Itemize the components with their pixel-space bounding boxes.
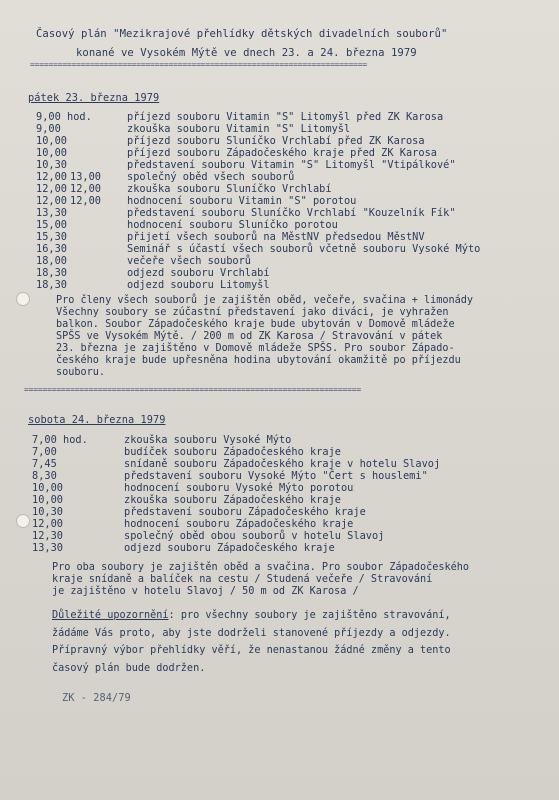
row-time: 15,30	[36, 231, 67, 243]
day1-heading: pátek 23. března 1979	[28, 92, 160, 104]
day2-heading: sobota 24. března 1979	[28, 414, 166, 426]
row-time: 18,30	[36, 279, 67, 291]
row-time: 12,30	[32, 530, 63, 542]
row-description: hodnocení souboru Vitamin "S" porotou	[127, 195, 357, 207]
note-line: Pro členy všech souborů je zajištěn oběd, večeře, svačina + limonády	[56, 295, 474, 306]
row-time: 9,00	[36, 123, 61, 135]
important-label: Důležité upozornění	[52, 610, 169, 621]
row-time: 12,00	[36, 195, 67, 207]
row-description: Seminář s účastí všech souborů včetně souboru Vysoké Mýto	[127, 243, 481, 255]
row-description: společný oběd obou souborů v hotelu Slavoj	[124, 530, 385, 542]
note-line: kraje snídaně a balíček na cestu / Studená večeře / Stravování	[52, 574, 433, 585]
note-line: Všechny soubory se zúčastní představení jako diváci, je vyhražen	[56, 307, 449, 318]
row-time: 10,00	[36, 147, 67, 159]
row-time: 12,00	[36, 171, 67, 183]
important-line: časový plán bude dodržen.	[52, 663, 206, 674]
row-description: zkouška souboru Západočeského kraje	[124, 494, 341, 506]
row-time: 10,00	[36, 135, 67, 147]
row-time: 16,30	[36, 243, 67, 255]
note-line: českého kraje bude upřesněna hodina ubytování okamžitě po příjezdu	[56, 355, 461, 366]
row-time: 7,00 hod.	[32, 434, 88, 446]
title-separator: =========================================================================	[30, 60, 367, 69]
row-time-end: 13,00	[70, 171, 101, 183]
row-time: 8,30	[32, 470, 57, 482]
row-description: večeře všech souborů	[127, 255, 251, 267]
row-time: 15,00	[36, 219, 67, 231]
row-description: příjezd souboru Sluníčko Vrchlabí před ZK Karosa	[127, 135, 425, 147]
row-time: 7,45	[32, 458, 57, 470]
note-line: souboru.	[56, 367, 106, 378]
note-line: je zajištěno v hotelu Slavoj / 50 m od ZK Karosa /	[52, 586, 359, 597]
row-time-end: 12,00	[70, 183, 101, 195]
row-time: 18,30	[36, 267, 67, 279]
row-time: 10,00	[32, 494, 63, 506]
punch-hole	[16, 292, 30, 306]
row-description: budíček souboru Západočeského kraje	[124, 446, 341, 458]
row-description: odjezd souboru Vrchlabí	[127, 267, 270, 279]
row-description: hodnocení souboru Sluníčko porotou	[127, 219, 338, 231]
important-line-1	[52, 610, 451, 622]
note-line: 23. března je zajištěno v Domově mládeže SPŠS. Pro soubor Západo-	[56, 343, 455, 354]
row-time: 18,00	[36, 255, 67, 267]
note-line: balkon. Soubor Západočeského kraje bude ubytován v Domově mládeže	[56, 319, 455, 330]
row-time-end: 12,00	[70, 195, 101, 207]
important-line: Přípravný výbor přehlídky věří, že nenastanou žádné změny a tento	[52, 645, 451, 656]
row-description: přijetí všech souborů na MěstNV předsedou MěstNV	[127, 231, 425, 243]
note-line: SPŠS ve Vysokém Mýtě. / 200 m od ZK Karosa / Stravování v pátek	[56, 331, 443, 342]
note-line: Pro oba soubory je zajištěn oběd a svačina. Pro soubor Západočeského	[52, 562, 470, 573]
important-text: : pro všechny soubory je zajištěno stravování,	[168, 610, 451, 621]
row-time: 13,30	[32, 542, 63, 554]
punch-hole	[16, 514, 30, 528]
document-title-line1: Časový plán "Mezikrajové přehlídky dětských divadelních souborů"	[36, 28, 448, 40]
row-description: představení souboru Vitamin "S" Litomyšl "Vtipálkové"	[127, 159, 456, 171]
reference-number: ZK - 284/79	[62, 692, 131, 704]
row-description: hodnocení souboru Vysoké Mýto porotou	[124, 482, 354, 494]
row-description: představení souboru Sluníčko Vrchlabí "Kouzelník Fík"	[127, 207, 456, 219]
row-time: 10,00	[32, 482, 63, 494]
row-time: 13,30	[36, 207, 67, 219]
row-description: společný oběd všech souborů	[127, 171, 295, 183]
row-description: zkouška souboru Sluníčko Vrchlabí	[127, 183, 332, 195]
row-description: příjezd souboru Západočeského kraje před ZK Karosa	[127, 147, 437, 159]
row-time: 10,30	[32, 506, 63, 518]
row-time: 10,30	[36, 159, 67, 171]
row-time: 12,00	[36, 183, 67, 195]
row-time: 7,00	[32, 446, 57, 458]
section-separator: =========================================================================	[24, 385, 361, 394]
row-description: zkouška souboru Vysoké Mýto	[124, 434, 292, 446]
important-line: žádáme Vás proto, aby jste dodrželi stanovené příjezdy a odjezdy.	[52, 628, 451, 639]
row-description: představení souboru Západočeského kraje	[124, 506, 366, 518]
row-description: snídaně souboru Západočeského kraje v hotelu Slavoj	[124, 458, 441, 470]
row-description: odjezd souboru Litomyšl	[127, 279, 270, 291]
row-time: 12,00	[32, 518, 63, 530]
row-time: 9,00 hod.	[36, 111, 92, 123]
row-description: odjezd souboru Západočeského kraje	[124, 542, 335, 554]
row-description: příjezd souboru Vitamin "S" Litomyšl před ZK Karosa	[127, 111, 444, 123]
document-title-line2: konané ve Vysokém Mýtě ve dnech 23. a 24. března 1979	[76, 47, 417, 59]
row-description: hodnocení souboru Západočeského kraje	[124, 518, 354, 530]
row-description: zkouška souboru Vitamin "S" Litomyšl	[127, 123, 351, 135]
row-description: představení souboru Vysoké Mýto "Čert s houslemi"	[124, 470, 428, 482]
